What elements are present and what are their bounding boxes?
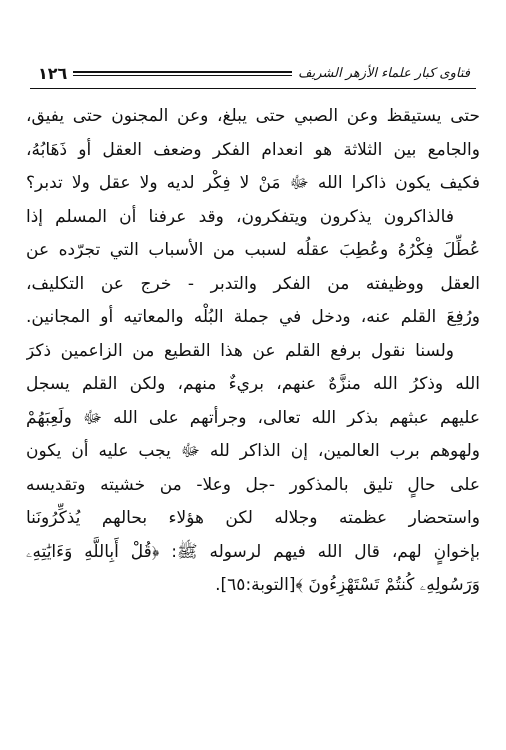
text-line: على حالٍ تليق بالمذكور -جل وعلا- من خشيته وتقديسه [26, 474, 480, 495]
text-line: بإخوانٍ لهم، قال الله فيهم لرسوله ﷺ: ﴿قُلْ أَبِاللَّهِ وَءَايَٰتِهِۦ [26, 541, 480, 562]
text-line: والجامع بين الثلاثة هو انعدام الفكر وضعف العقل أو ذَهَابُهُ، [26, 139, 480, 160]
text-line: العقل ووظيفته من الفكر والتدبر - خرج عن التكليف، [26, 273, 480, 294]
header-divider [30, 88, 476, 89]
text-line: الله وذكرُ الله منزَّهٌ عنهم، بريءٌ منهم، ولكن القلم يسجل [26, 374, 480, 394]
text-line: واستحضار عظمته وجلاله لكن هؤلاء بحالهم يُذكِّرُونَنا [26, 508, 480, 528]
page-body [26, 100, 480, 603]
book-title: فتاوى كبار علماء الأزهر الشريف [298, 65, 470, 81]
text-line: عُطِّلَ فِكْرُهُ وعُطِبَ عقلُه لسبب من الأسباب التي تجرّده عن [26, 240, 480, 260]
text-line: ولسنا نقول برفع القلم عن هذا القطيع من الزاعمين ذكرَ [26, 340, 454, 361]
text-line: عليهم عبثهم بذكر الله تعالى، وجرأتهم على الله ﷻ ولَعِبَهُمْ [26, 407, 480, 428]
text-line: وَرَسُولِهِۦ كُنتُمْ تَسْتَهْزِءُونَ ﴾[التوبة:٦٥]. [215, 575, 480, 595]
page-number: ١٢٦ [38, 63, 68, 83]
text-line: فكيف يكون ذاكرا الله ﷻ مَنْ لا فِكْر لديه ولا عقل ولا تدبر؟ [26, 173, 480, 193]
header-rule [73, 71, 292, 76]
page-header [30, 62, 476, 84]
text-line: فالذاكرون يذكرون ويتفكرون، وقد عرفنا أن المسلم إذا [26, 206, 454, 227]
text-line: حتى يستيقظ وعن الصبي حتى يبلغ، وعن المجنون حتى يفيق، [26, 106, 480, 126]
text-line: ولهوهم برب العالمين، إن الذاكر لله ﷻ يجب عليه أن يكون [26, 441, 480, 461]
text-line: ورُفِعَ القلم عنه، ودخل في جملة البُلْه والمعاتيه أو المجانين. [26, 307, 480, 327]
